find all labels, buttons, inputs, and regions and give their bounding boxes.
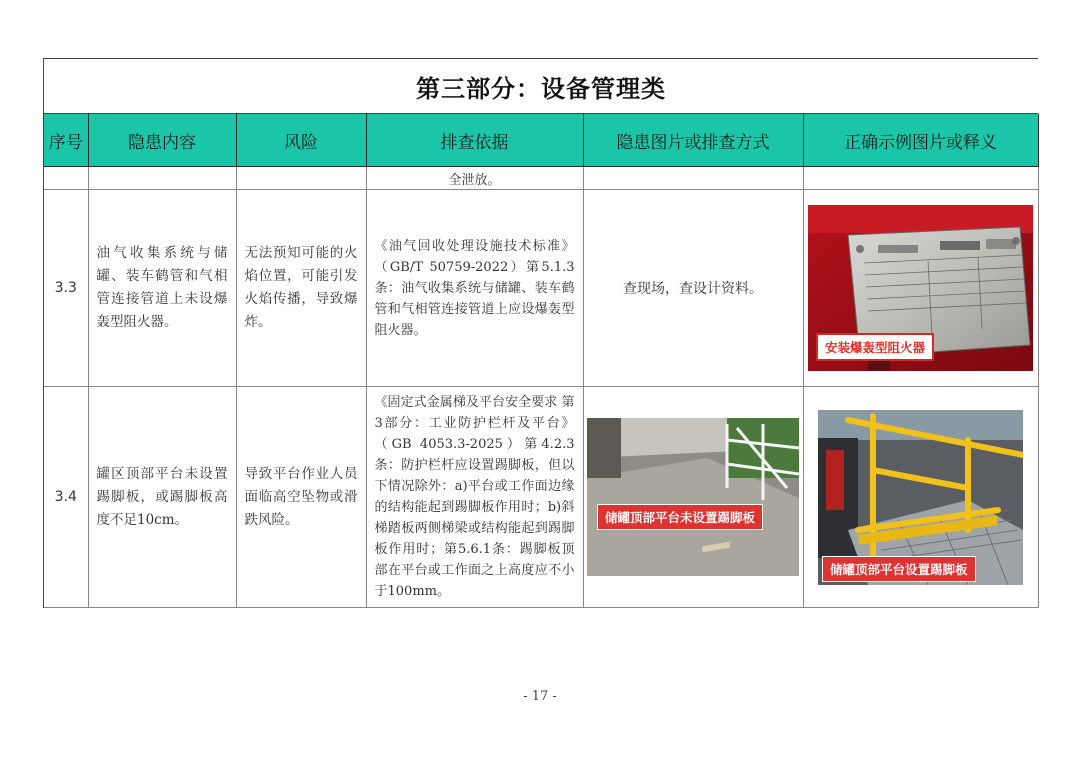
row-risk: 无法预知可能的火焰位置，可能引发火焰传播，导致爆炸。 bbox=[236, 190, 366, 387]
row-method: 查现场，查设计资料。 bbox=[583, 190, 803, 387]
row-hazard: 油气收集系统与储罐、装车鹤管和气相管连接管道上未设爆轰型阻火器。 bbox=[88, 190, 236, 387]
tank-roof-platform-photo bbox=[587, 418, 799, 576]
col-header-risk: 风险 bbox=[236, 114, 366, 167]
row-example bbox=[803, 387, 1038, 608]
tank-roof-platform-photo-icon bbox=[587, 418, 799, 576]
table-row bbox=[44, 387, 1038, 608]
page-number: - 17 - bbox=[523, 689, 557, 704]
table-row bbox=[44, 190, 1038, 387]
continued-basis-text: 全泄放。 bbox=[366, 167, 583, 190]
section-title: 第三部分：设备管理类 bbox=[44, 59, 1038, 114]
row-seq: 3.3 bbox=[44, 190, 88, 387]
row-hazard-photo-cell bbox=[583, 387, 803, 608]
hazard-table bbox=[44, 114, 1039, 608]
example-caption: 安装爆轰型阻火器 bbox=[816, 333, 934, 361]
col-header-example: 正确示例图片或释义 bbox=[803, 114, 1038, 167]
row-hazard: 罐区顶部平台未设置踢脚板，或踢脚板高度不足10cm。 bbox=[88, 387, 236, 608]
row-basis: 《油气回收处理设施技术标准》（GB/T 50759-2022）第5.1.3条：油气收集系统与储罐、装车鹤管和气相管连接管道上应设爆轰型阻火器。 bbox=[366, 190, 583, 387]
yellow-guardrail-photo bbox=[818, 410, 1023, 585]
continued-row bbox=[44, 167, 1038, 190]
row-example bbox=[803, 190, 1038, 387]
row-seq: 3.4 bbox=[44, 387, 88, 608]
hazard-table-sheet bbox=[43, 58, 1038, 608]
col-header-basis: 排查依据 bbox=[366, 114, 583, 167]
row-basis: 《固定式金属梯及平台安全要求 第3部分：工业防护栏杆及平台》（GB 4053.3-2025）第4.2.3条：防护栏杆应设置踢脚板，但以下情况除外：a)平台或工作面边缘的结构能起到踢脚板作用时；b)斜梯踏板两侧梯梁或结构能起到踢脚板作用时；第5.6.1条：踢脚板顶部在平台或工作面之上高度应不小于100mm。 bbox=[366, 387, 583, 608]
col-header-method: 隐患图片或排查方式 bbox=[583, 114, 803, 167]
col-header-hazard: 隐患内容 bbox=[88, 114, 236, 167]
example-caption: 储罐顶部平台设置踢脚板 bbox=[822, 556, 976, 582]
hazard-caption: 储罐顶部平台未设置踢脚板 bbox=[597, 504, 763, 530]
col-header-seq: 序号 bbox=[44, 114, 88, 167]
flame-arrester-photo bbox=[808, 205, 1033, 371]
table-header-row bbox=[44, 114, 1038, 167]
row-risk: 导致平台作业人员面临高空坠物或滑跌风险。 bbox=[236, 387, 366, 608]
